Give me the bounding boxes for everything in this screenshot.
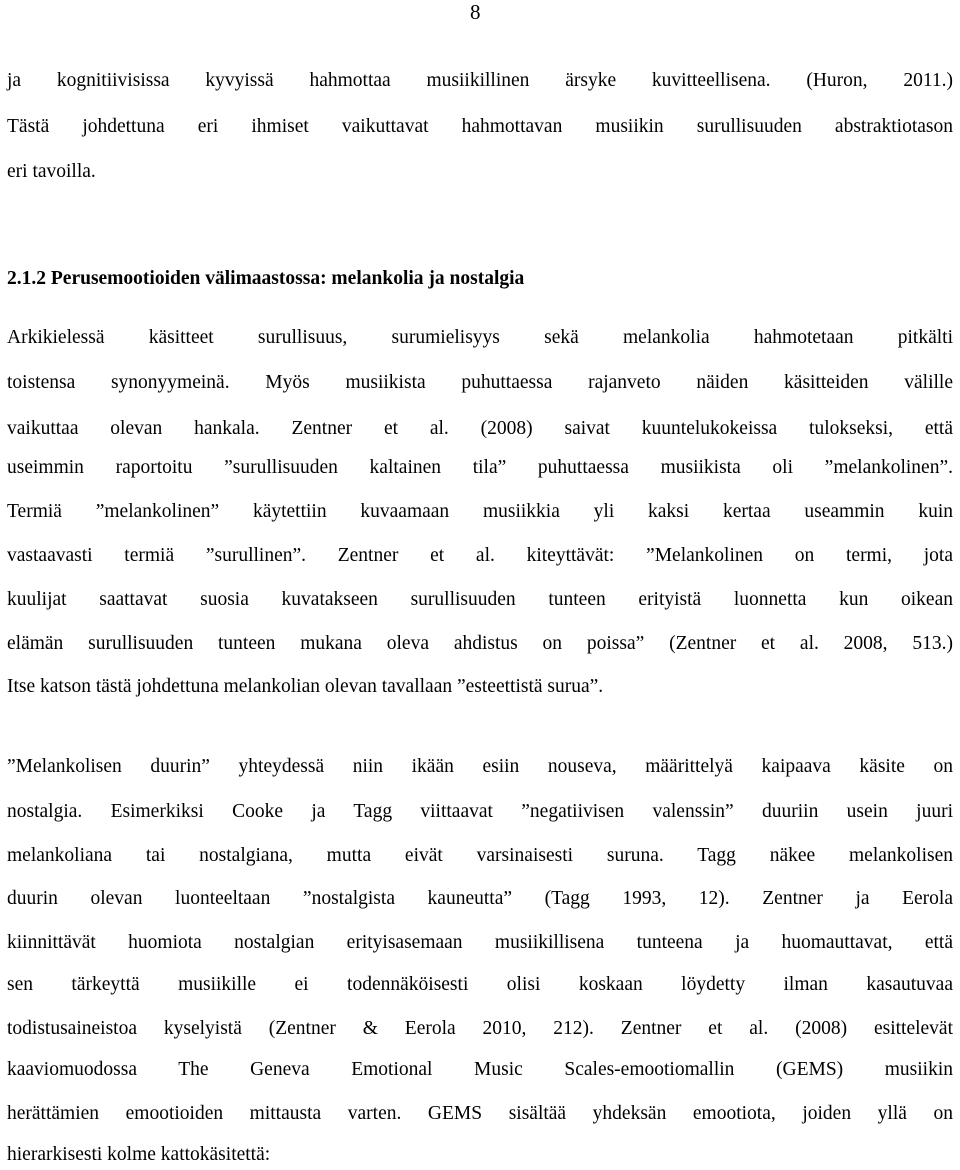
text-line: nostalgia. Esimerkiksi Cooke ja Tagg viittaavat ”negatiivisen valenssin” duuriin usein juuri <box>7 801 953 822</box>
text-line: toistensa synonyymeinä. Myös musiikista puhuttaessa rajanveto näiden käsitteiden välille <box>7 372 953 393</box>
text-line: vaikuttaa olevan hankala. Zentner et al. (2008) saivat kuuntelukokeissa tulokseksi, että <box>7 418 953 439</box>
text-line: ja kognitiivisissa kyvyissä hahmottaa musiikillinen ärsyke kuvitteellisena. (Huron, 2011.) <box>7 70 953 91</box>
page-number: 8 <box>470 0 481 24</box>
text-line: herättämien emootioiden mittausta varten. GEMS sisältää yhdeksän emootiota, joiden yllä on <box>7 1103 953 1124</box>
text-line: Termiä ”melankolinen” käytettiin kuvaamaan musiikkia yli kaksi kertaa useammin kuin <box>7 501 953 522</box>
text-line: vastaavasti termiä ”surullinen”. Zentner et al. kiteyttävät: ”Melankolinen on termi, jota <box>7 545 953 566</box>
text-line: Tästä johdettuna eri ihmiset vaikuttavat hahmottavan musiikin surullisuuden abstraktiotason <box>7 116 953 137</box>
text-line: kiinnittävät huomiota nostalgian erityisasemaan musiikillisena tunteena ja huomauttavat, että <box>7 932 953 953</box>
text-line: elämän surullisuuden tunteen mukana oleva ahdistus on poissa” (Zentner et al. 2008, 513.) <box>7 633 953 654</box>
text-line: ”Melankolisen duurin” yhteydessä niin ikään esiin nouseva, määrittelyä kaipaava käsite on <box>7 756 953 777</box>
text-line: duurin olevan luonteeltaan ”nostalgista kauneutta” (Tagg 1993, 12). Zentner ja Eerola <box>7 888 953 909</box>
text-line: useimmin raportoitu ”surullisuuden kaltainen tila” puhuttaessa musiikista oli ”melankolinen”. <box>7 457 953 478</box>
text-line: sen tärkeyttä musiikille ei todennäköisesti olisi koskaan löydetty ilman kasautuvaa <box>7 974 953 995</box>
section-heading: 2.1.2 Perusemootioiden välimaastossa: melankolia ja nostalgia <box>7 268 525 289</box>
text-line: hierarkisesti kolme kattokäsitettä: <box>7 1144 271 1165</box>
text-line: Arkikielessä käsitteet surullisuus, surumielisyys sekä melankolia hahmotetaan pitkälti <box>7 327 953 348</box>
text-line: todistusaineistoa kyselyistä (Zentner & Eerola 2010, 212). Zentner et al. (2008) esittelevät <box>7 1018 953 1039</box>
text-line: Itse katson tästä johdettuna melankolian olevan tavallaan ”esteettistä surua”. <box>7 676 604 697</box>
text-line: kaaviomuodossa The Geneva Emotional Music Scales-emootiomallin (GEMS) musiikin <box>7 1059 953 1080</box>
text-line: eri tavoilla. <box>7 161 96 182</box>
text-line: melankoliana tai nostalgiana, mutta eivät varsinaisesti suruna. Tagg näkee melankolisen <box>7 845 953 866</box>
text-line: kuulijat saattavat suosia kuvatakseen surullisuuden tunteen erityistä luonnetta kun oikean <box>7 589 953 610</box>
